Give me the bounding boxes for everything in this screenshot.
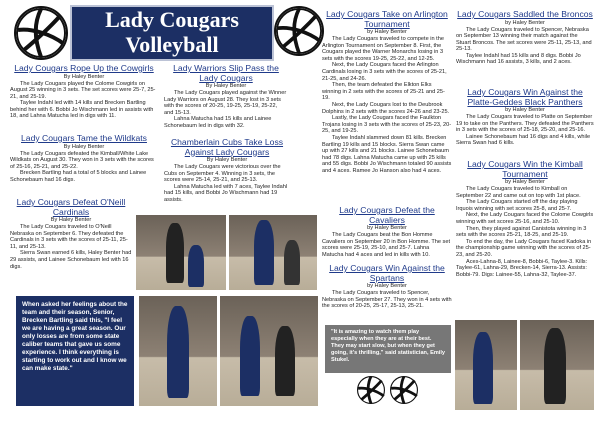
article-kimball	[456, 160, 594, 278]
article-title: Lady Cougars Win the Kimball Tournament	[467, 159, 583, 179]
article-platte	[456, 88, 594, 147]
article-title: Lady Cougars Win Against the Spartans	[329, 263, 445, 283]
article-body	[10, 151, 158, 184]
article-body	[322, 290, 452, 310]
article-arlington	[322, 10, 452, 174]
article-byline: By Haley Benter	[205, 83, 247, 89]
article-title: Lady Cougars Take on Arlington Tournament	[326, 9, 448, 29]
article-title: Chamberlain Cubs Take Loss Against Lady Cougars	[170, 137, 284, 157]
article-title: Lady Cougars Rope Up the Cowgirls	[14, 63, 154, 73]
paragraph: Taylee Indahl led with 14 kills and Brecken Bartling behind her with 6. Bobbi Jo Wischmann led in assists with 18, and Lahna Matucha led in digs with 11.	[10, 100, 154, 120]
article-byline: by Haley Benter	[505, 179, 545, 185]
paragraph: Brecken Bartling had a total of 5 blocks and Lainee Schonebaum had 16 digs.	[10, 170, 147, 183]
paragraph: Next, the Lady Cougars lost to the Deubrook Dolphins in 2 sets with the scores 24-26 and 23-25.	[322, 101, 450, 115]
article-chamberlain	[164, 138, 290, 204]
article-byline: by Haley Benter	[505, 19, 545, 26]
article-warriors	[164, 64, 288, 130]
article-wildkats	[10, 134, 158, 183]
paragraph: Lainee Schonebaum had 16 digs and 4 kills, while Sierra Swan had 6 kills.	[456, 133, 591, 147]
paragraph: The Lady Cougars beat the Bon Homme Cavaliers on September 20 in Bon Homme. The set scores were 25-19, 25-10, and 25-7. Lahna Matucha had 4 aces and led in kills with 10.	[322, 232, 450, 258]
article-byline: by Haley Benter	[367, 29, 407, 35]
article-oneill	[10, 198, 132, 270]
paragraph: The Lady Cougars traveled to compete in the Arlington Tournament on September 8. First, the Cougars played the Warner Monarchs losing in 3 sets with the scores 19-25, 25-22, and 12-25.	[322, 36, 444, 62]
paragraph: Lahna Matucha led with 7 aces, Taylee Indahl had 15 kills, and Bobbi Jo Wischmann had 19 assists.	[164, 183, 288, 203]
player-photo	[455, 320, 517, 410]
article-title: Lady Cougars Defeat O'Neill Cardinals	[16, 197, 126, 217]
volleyball-icon	[390, 376, 418, 404]
paragraph: Taylee Indahl had 15 kills and 8 digs. Bobbi Jo Wischmann had 16 assists, 3 kills, and 2 aces.	[456, 52, 581, 66]
article-body	[164, 90, 288, 130]
article-byline: by Haley Benter	[367, 225, 407, 231]
article-cavaliers	[322, 206, 452, 258]
player-photo	[139, 296, 217, 406]
banner-line-2: Volleyball	[125, 32, 219, 57]
article-title: Lady Cougars Defeat the Cavaliers	[339, 205, 435, 225]
paragraph: Lastly, the Lady Cougars faced the Faulkton Trojans losing in 3 sets with the scores of 25-23, 20-25, and 19-25.	[322, 115, 452, 135]
paragraph: Then, the team defeated the Elkton Elks winning in 2 sets with the scores of 25-21 and 25-19.	[322, 82, 445, 102]
article-byline: By Haley Benter	[63, 143, 105, 150]
article-body	[10, 81, 158, 121]
paragraph: Next, the Lady Cougars faced the Colome Cowgirls winning with set scores 25-16, and 25-10.	[456, 212, 594, 225]
volleyball-icon	[357, 376, 385, 404]
player-photo	[520, 320, 594, 410]
paragraph: Then, they played against Canistota winning in 3 sets with the scores 25-21, 18-25, and 25-19.	[456, 225, 587, 239]
article-byline: by Haley Benter	[505, 107, 545, 113]
article-body	[456, 114, 594, 147]
pull-quote: When asked her feelings about the team and their season, Senior, Brecken Bartling said this, "I feel we are having a great season. Our only losses are from some state caliber teams that gave us some experience. I think everything is starting to work out and I know we can make state."	[16, 296, 134, 406]
paragraph: The Lady Cougars traveled to Spencer, Nebraska on September 13 winning their match against the Stuart Broncos. The set scores were 25-11, 25-13, and 25-13.	[456, 26, 592, 53]
paragraph: The Lady Cougars traveled to Spencer, Nebraska on September 27. They won in 4 sets with the scores of 20-25, 25-17, 25-13, 25-21.	[322, 290, 452, 310]
paragraph: The Lady Cougars defeated the Kimball/White Lake Wildkats on August 30. They won in 3 sets with the scores of 25-16, 25-21, and 25-22.	[10, 150, 154, 170]
banner-line-1: Lady Cougars	[105, 7, 239, 32]
player-photo	[220, 296, 318, 406]
paragraph: Taylee Indahl slammed down 81 kills. Brecken Bartling 19 kills and 15 blocks. Sierra Swan came up with 27 kills and 21 blocks. Lainee Schonebaum had 78 digs. Lahna Matucha came up with 25 kills and 55 digs. Bobbi Jo Wischmann totaled 90 assists and 4 aces. Ramee Jo Hanson also had 4 aces.	[322, 134, 452, 174]
article-spartans	[322, 264, 452, 310]
article-cowgirls	[10, 64, 158, 120]
article-byline: By Haley Benter	[50, 217, 92, 223]
article-body	[456, 186, 594, 278]
paragraph: Lahna Matucha had 15 kills and Lainee Schonebaum led in digs with 32.	[164, 116, 272, 129]
paragraph: Aces-Lahna-8, Lainee-8, Bobbi-6, Taylee-3. Kills: Taylee-61, Lahna-29, Brecken-14, Sierra-13. Assists: Bobbi-79. Digs: Lainee-55, Lahna-32, Taylee-37.	[456, 258, 588, 278]
volleyball-icon	[274, 6, 324, 56]
paragraph: The Lady Cougars traveled to Platte on September 19 to take on the Panthers. They defeated the Panthers in 3 sets with the scores of 25-18, 25-20, and 25-16.	[456, 114, 594, 134]
paragraph: Next, the Lady Cougars faced the Arlington Cardinals losing in 3 sets with the scores of 25-21, 21-25, and 24-26.	[322, 62, 447, 82]
article-byline: By Haley Benter	[63, 73, 105, 80]
article-body	[322, 36, 452, 174]
paragraph: The Lady Cougars traveled to O'Neill Nebraska on September 6. They defeated the Cardinals in 3 sets with the scores of 25-11, 25-11, and 25-13.	[10, 224, 128, 250]
article-title: Lady Cougars Saddled the Broncos	[457, 9, 593, 19]
player-photo	[136, 215, 226, 290]
pull-quote: "It is amazing to watch them play especially when they are at their best. They may start slow, but when they get going, it's thrilling," said statistician, Emily Stukel.	[325, 325, 451, 373]
article-body	[456, 27, 594, 67]
paragraph: The Lady Cougars played against the Winner Lady Warriors on August 28. They lost in 3 sets with the scores of 20-25, 19-25, 25-19, 25-22, and 15-13.	[164, 90, 287, 116]
banner	[70, 5, 274, 61]
paragraph: The Lady Cougars played the Colome Cowgirls on August 25 winning in 3 sets. The set scores were 25-7, 25-21, and 25-19.	[10, 80, 156, 100]
article-body	[10, 224, 132, 270]
paragraph: The Lady Cougars started off the day playing Irquois winning with set scores 25-8, and 25-7.	[456, 199, 578, 212]
paragraph: To end the day, the Lady Cougars faced Kadoka in the championship game winning with the scores of 25-23, and 25-20.	[456, 238, 592, 258]
paragraph: The Lady Cougars were victorious over the Cubs on September 4. Winning in 3 sets, the scores were 25-14, 25-21, and 25-13.	[164, 164, 281, 184]
player-photo	[229, 215, 317, 290]
article-broncos	[456, 10, 594, 66]
volleyball-icon	[14, 6, 68, 60]
article-body	[164, 164, 290, 204]
paragraph: Sierra Swan earned 6 kills, Haley Benter had 29 assists, and Lainee Schonebaum led with 16 digs.	[10, 250, 132, 270]
article-body	[322, 232, 452, 258]
article-title: Lady Cougars Win Against the Platte-Geddes Black Panthers	[467, 87, 583, 107]
article-byline: by Haley Benter	[367, 283, 407, 289]
article-title: Lady Cougars Tame the Wildkats	[21, 133, 147, 143]
article-byline: By Haley Benter	[206, 157, 248, 163]
paragraph: The Lady Cougars traveled to Kimball on September 22 and came out on top with 1st place.	[456, 186, 581, 199]
article-title: Lady Warriors Slip Pass the Lady Cougars	[173, 63, 279, 83]
